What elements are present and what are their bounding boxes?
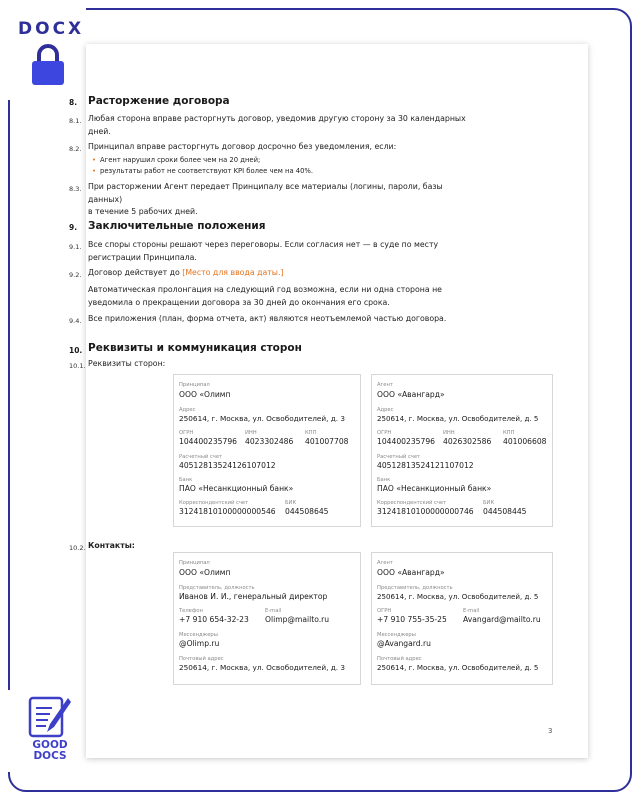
paragraph: Принципал вправе расторгнуть договор досрочно без уведомления, если: — [88, 142, 397, 151]
section-title: Заключительные положения — [88, 220, 266, 232]
item-number: 10.1. — [69, 362, 86, 370]
contacts-card-agent: Агент ООО «Авангард» Представитель, должность 250614, г. Москва, ул. Освободителей, д. 5 ОГРН +7 910 755-35-25 E-mail Avangard@mailto.ru Мессенджеры @Avangard.ru Почтовый адрес 250614, г. Москва, ул. Освободителей, д. 5 — [371, 552, 553, 685]
section-number: 9. — [69, 223, 78, 232]
document-page — [69, 44, 588, 758]
requisites-card-agent: Агент ООО «Авангард» Адрес 250614, г. Москва, ул. Освободителей, д. 5 ОГРН 104400235796 ИНН 4026302586 КПП 401006608 Расчетный счет 40512813524121107012 Банк ПАО «Несанкционный банк» Корреспондентский счет 31241810100000000746 БИК 044508445 — [371, 374, 553, 527]
item-number: 10.2. — [69, 544, 86, 552]
requisites-card-principal: Принципал ООО «Олимп Адрес 250614, г. Москва, ул. Освободителей, д. 3 ОГРН 104400235796 ИНН 4023302486 КПП 401007708 Расчетный счет 40512813524126107012 Банк ПАО «Несанкционный банк» Корреспондентский счет 31241810100000000546 БИК 044508645 — [173, 374, 361, 527]
paragraph: Автоматическая пролонгация на следующий год возможна, если ни одна сторона не уведомила о прекращении договора за 30 дней до окончания его срока. — [88, 285, 442, 307]
email-link[interactable]: Avangard@mailto.ru — [463, 615, 541, 624]
paragraph: Все споры стороны решают через переговоры. Если согласия нет — в суде по месту регистрации Принципала. — [88, 240, 439, 262]
item-number: 9.1. — [69, 243, 82, 251]
good-docs-logo-text: GOOD DOCS — [32, 739, 68, 762]
paragraph: Договор действует до [Место для ввода даты.] — [88, 268, 284, 277]
list-item: • Агент нарушил сроки более чем на 20 дней; — [92, 156, 260, 164]
item-number: 9.2. — [69, 271, 82, 279]
section-number: 8. — [69, 98, 78, 107]
paragraph: Все приложения (план, форма отчета, акт) являются неотъемлемой частью договора. — [88, 314, 447, 323]
paragraph: Контакты: — [88, 541, 135, 550]
page-number: 3 — [548, 727, 553, 735]
item-number: 8.1. — [69, 117, 82, 125]
section-title: Реквизиты и коммуникация сторон — [88, 342, 302, 354]
item-number: 9.4. — [69, 317, 82, 325]
docx-label: DOCX — [18, 19, 85, 39]
email-link[interactable]: Olimp@mailto.ru — [265, 615, 330, 624]
section-title: Расторжение договора — [88, 95, 230, 107]
item-number: 8.3. — [69, 185, 82, 193]
section-number: 10. — [69, 346, 83, 355]
paragraph: Реквизиты сторон: — [88, 359, 166, 368]
contacts-card-principal: Принципал ООО «Олимп Представитель, должность Иванов И. И., генеральный директор Телефон +7 910 654-32-23 E-mail Olimp@mailto.ru Мессенджеры @Olimp.ru Почтовый адрес 250614, г. Москва, ул. Освободителей, д. 3 — [173, 552, 361, 685]
paragraph: При расторжении Агент передает Принципалу все материалы (логины, пароли, базы данных) в течение 5 рабочих дней. — [88, 182, 443, 216]
paragraph: Любая сторона вправе расторгнуть договор, уведомив другую сторону за 30 календарных дней. — [88, 114, 466, 136]
date-placeholder-field[interactable]: [Место для ввода даты.] — [182, 268, 284, 277]
list-item: • результаты работ не соответствуют KPI более чем на 40%. — [92, 167, 313, 175]
item-number: 8.2. — [69, 145, 82, 153]
